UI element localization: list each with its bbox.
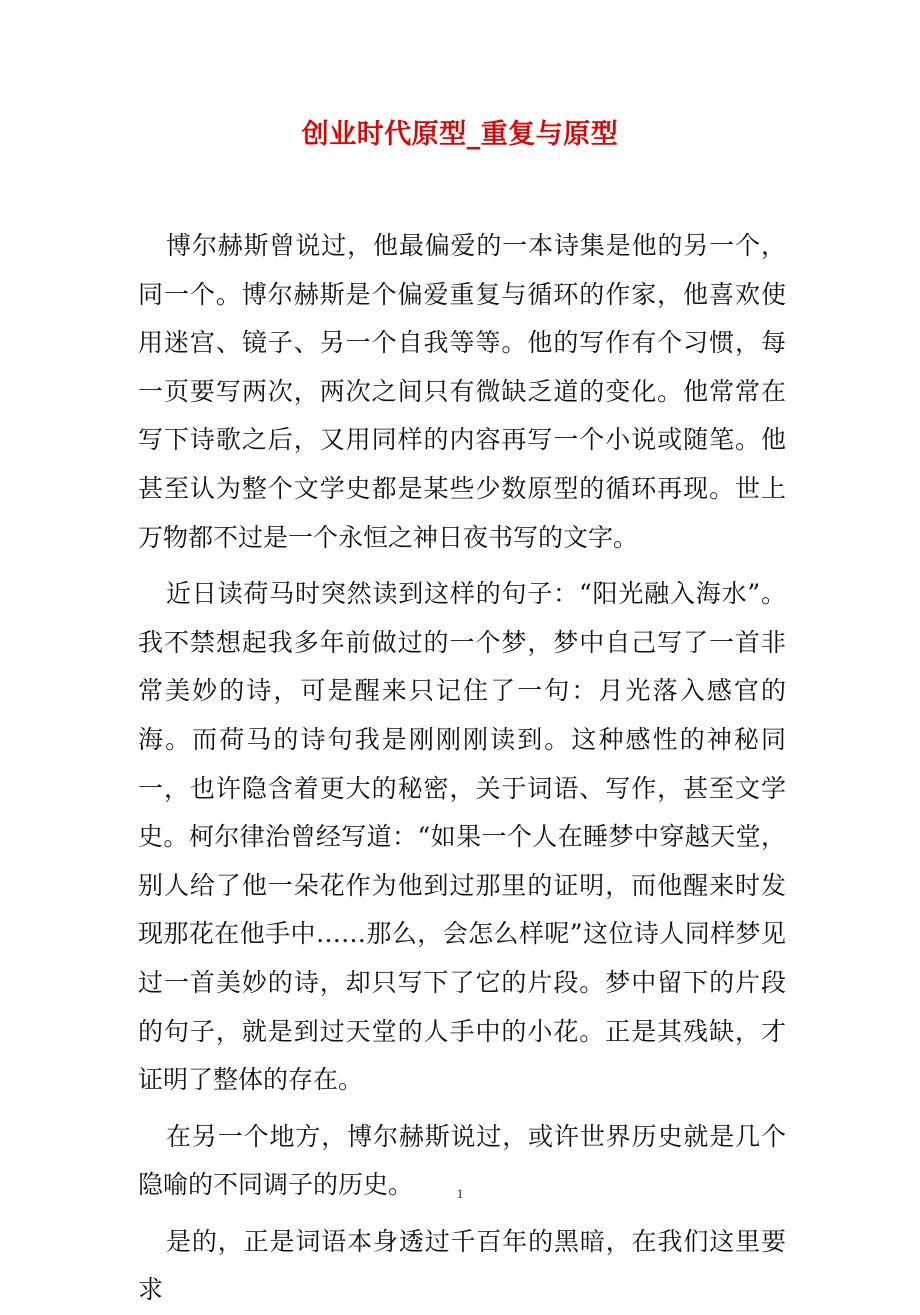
document-body xyxy=(138,222,786,1315)
paragraph-2: 近日读荷马时突然读到这样的句子：“阳光融入海水”。我不禁想起我多年前做过的一个梦，梦中自己写了一首非常美妙的诗，可是醒来只记住了一句：月光落入感官的海。而荷马的诗句我是刚刚刚读到。这种感性的神秘同一，也许隐含着更大的秘密，关于词语、写作，甚至文学史。柯尔律治曾经写道：“如果一个人在睡梦中穿越天堂，别人给了他一朵花作为他到过那里的证明，而他醒来时发现那花在他手中……那么，会怎么样呢”这位诗人同样梦见过一首美妙的诗，却只写下了它的片段。梦中留下的片段的句子，就是到过天堂的人手中的小花。正是其残缺，才证明了整体的存在。 xyxy=(138,579,786,1095)
paragraph-3: 在另一个地方，博尔赫斯说过，或许世界历史就是几个隐喻的不同调子的历史。 xyxy=(138,1121,786,1200)
paragraph-1: 博尔赫斯曾说过，他最偏爱的一本诗集是他的另一个，同一个。博尔赫斯是个偏爱重复与循环的作家，他喜欢使用迷宫、镜子、另一个自我等等。他的写作有个习惯，每一页要写两次，两次之间只有微缺乏道的变化。他常常在写下诗歌之后，又用同样的内容再写一个小说或随笔。他甚至认为整个文学史都是某些少数原型的循环再现。世上万物都不过是一个永恒之神日夜书写的文字。 xyxy=(138,231,786,552)
paragraph-4: 是的，正是词语本身透过千百年的黑暗，在我们这里要求 xyxy=(138,1226,786,1305)
document-title: 创业时代原型_重复与原型 xyxy=(301,119,619,150)
page-number: 1 xyxy=(456,1186,464,1201)
